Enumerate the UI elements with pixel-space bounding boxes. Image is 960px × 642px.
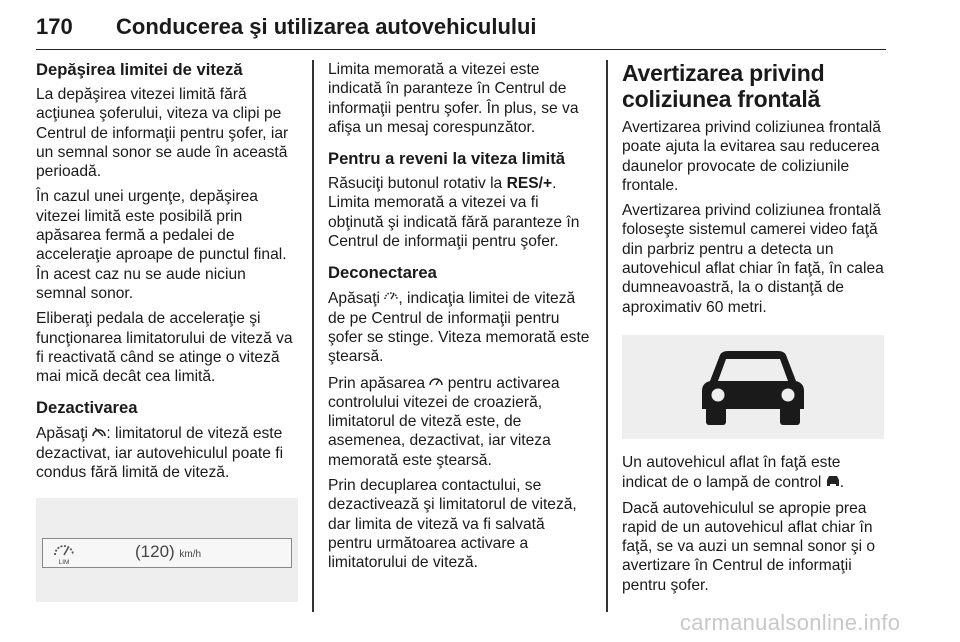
paragraph: Un autovehicul aflat în faţă este indicat de o lampă de control . [622, 453, 845, 492]
speed-limit-value: (120) km/h [135, 542, 202, 562]
vehicle-ahead-icon [826, 472, 840, 491]
page-number: 170 [36, 14, 73, 39]
page-title: Conducerea şi utilizarea autovehiculului [116, 14, 537, 39]
paragraph: Apăsaţi : limitatorul de viteză este dezactivat, iar autovehiculul poate fi condus fără limită de viteză. [36, 425, 284, 482]
page-header [36, 10, 886, 50]
svg-text:LIM: LIM [58, 559, 70, 566]
speed-limiter-display-figure [36, 498, 298, 602]
paragraph: Avertizarea privind coliziunea frontală foloseşte sistemul camerei video faţă din parbriz pentru a detecta un autovehicul aflat chiar în faţă, în calea dumneavoastră, la o distanţă de aproximativ 60 metri. [622, 202, 884, 316]
section-heading-exceeding-limit: Depăşirea limitei de viteză [36, 60, 243, 79]
paragraph: Dacă autovehiculul se apropie prea rapid de un autovehicul aflat chiar în faţă, se va auzi un semnal sonor şi o avertizare în Centrul de informaţii pentru şofer. [622, 499, 876, 594]
section-heading-deactivation: Dezactivarea [36, 398, 138, 418]
paragraph: Prin decuplarea contactului, se dezactivează şi limitatorul de viteză, dar limita de viteză va fi salvată pentru următoarea activare a limitatorului de viteză. [328, 477, 577, 572]
column-divider-2 [606, 60, 608, 612]
section-heading-resume-limit: Pentru a reveni la viteza limită [328, 149, 566, 169]
vehicle-ahead-figure [622, 335, 884, 439]
column-3 [622, 60, 886, 601]
driver-info-display-bar [42, 538, 292, 568]
section-heading-forward-collision: Avertizarea privind coliziunea frontală [622, 60, 825, 112]
paragraph: Limita memorată a vitezei este indicată în paranteze în Centrul de informaţii pentru şofer. În plus, se va afişa un mesaj corespunzător. [328, 61, 579, 136]
column-1 [36, 60, 298, 602]
paragraph: Prin apăsarea pentru activarea controlului vitezei de croazieră, limitatorul de viteză este, de asemenea, dezactivat, iar viteza memorată este ştearsă. [328, 374, 560, 469]
paragraph: Avertizarea privind coliziunea frontală poate ajuta la evitarea sau reducerea daunelor provocate de coliziunile frontale. [622, 119, 881, 194]
paragraph: Eliberaţi pedala de acceleraţie şi funcţionarea limitatorului de viteză va fi reactivată când se atinge o viteză mai mică decât cea limită. [36, 310, 293, 386]
paragraph: La depăşirea vitezei limită fără acţiunea şoferului, viteza va clipi pe Centrul de informaţii pentru şofer, iar un semnal sonor se aude în această perioadă. [36, 86, 289, 181]
speed-limiter-icon [53, 541, 75, 565]
section-heading-disconnect: Deconectarea [328, 263, 437, 283]
paragraph: Răsuciţi butonul rotativ la RES/+. Limita memorată a vitezei va fi obţinută şi indicată fără paranteze în Centrul de informaţii pentru şofer. [328, 175, 580, 251]
paragraph: În cazul unei urgenţe, depăşirea vitezei limită este posibilă prin apăsarea fermă a pedalei de acceleraţie aproape de punctul final. În acest caz nu se aude niciun semnal sonor. [36, 188, 287, 302]
speed-limiter-icon [384, 288, 398, 307]
paragraph: Apăsaţi , indicaţia limitei de viteză de pe Centrul de informaţii pentru şofer se stinge. Viteza memorată este ştearsă. [328, 290, 590, 366]
car-front-icon [698, 349, 808, 427]
column-divider-1 [312, 60, 314, 612]
column-2 [328, 60, 592, 579]
cruise-control-icon [429, 373, 443, 392]
res-plus-label: RES/+ [506, 175, 553, 193]
watermark: carmanualsonline.info [680, 610, 901, 635]
speed-limiter-off-icon [92, 423, 106, 442]
